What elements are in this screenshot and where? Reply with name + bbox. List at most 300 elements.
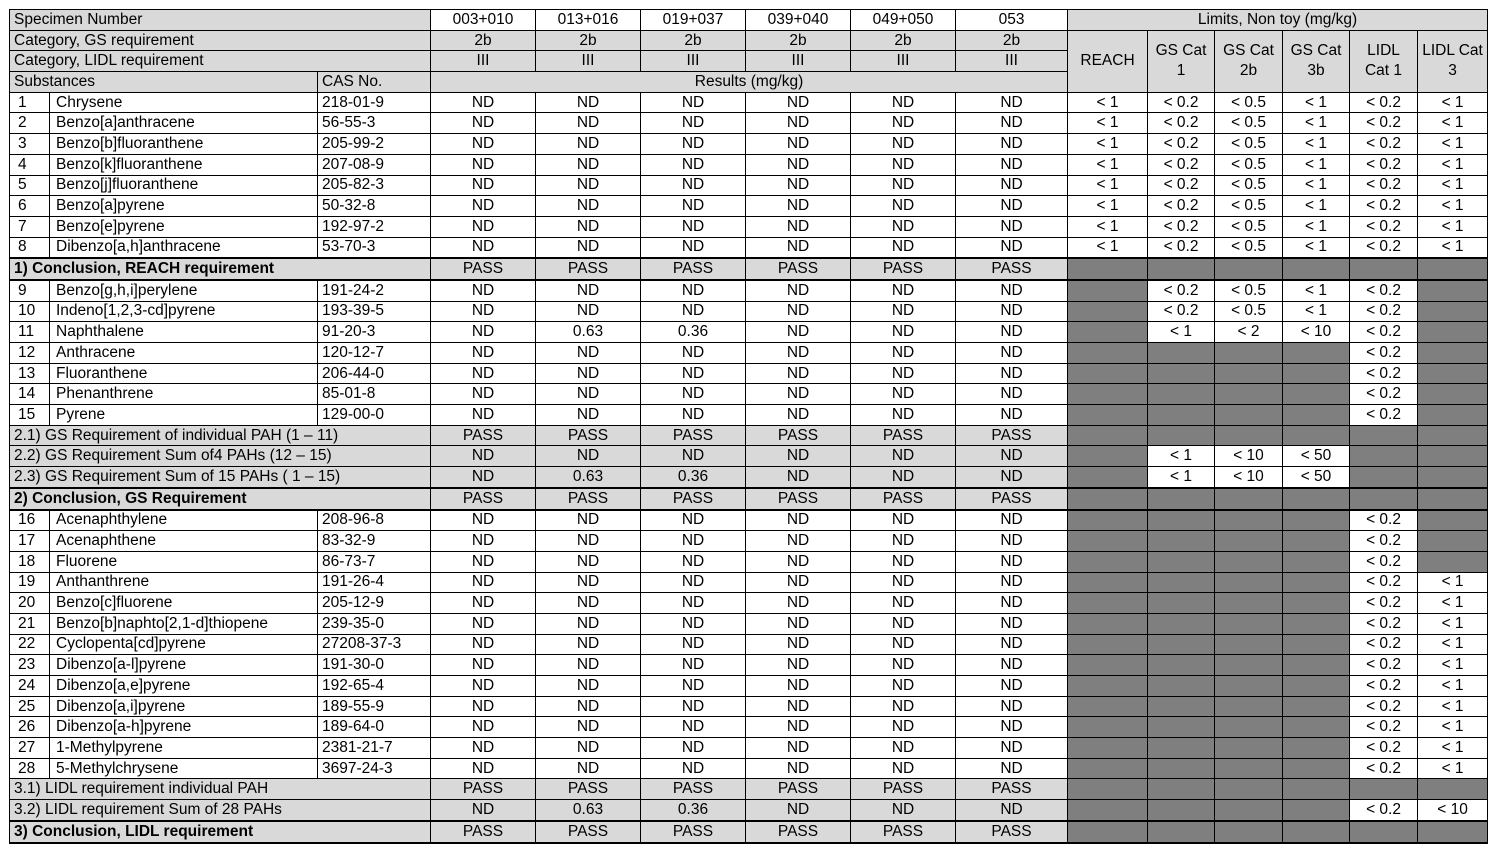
- limit-cell: < 0.2: [1350, 175, 1418, 196]
- limit-na-cell: [1283, 405, 1350, 426]
- substance-row: [10, 593, 1488, 614]
- result-cell: ND: [641, 363, 746, 384]
- limit-na-cell: [1283, 488, 1350, 510]
- result-cell: ND: [956, 676, 1068, 697]
- result-cell: PASS: [431, 425, 536, 446]
- limit-cell: < 1: [1068, 196, 1148, 217]
- result-cell: ND: [641, 531, 746, 552]
- result-cell: ND: [851, 572, 956, 593]
- row-number: 18: [10, 551, 50, 572]
- limit-na-cell: [1418, 405, 1488, 426]
- result-cell: ND: [956, 738, 1068, 759]
- result-cell: PASS: [746, 258, 851, 280]
- lidl-category-label: Category, LIDL requirement: [10, 51, 431, 72]
- result-cell: ND: [851, 237, 956, 258]
- substance-row: [10, 655, 1488, 676]
- limit-na-cell: [1418, 363, 1488, 384]
- result-cell: ND: [851, 634, 956, 655]
- summary-label: 2.1) GS Requirement of individual PAH (1 – 11): [10, 425, 431, 446]
- limit-col-header: GS Cat 1: [1148, 30, 1215, 92]
- limit-na-cell: [1215, 821, 1283, 843]
- result-cell: ND: [956, 280, 1068, 301]
- result-cell: ND: [851, 113, 956, 134]
- result-cell: ND: [851, 322, 956, 343]
- specimen-number: 003+010: [431, 10, 536, 31]
- result-cell: ND: [536, 384, 641, 405]
- result-cell: ND: [746, 613, 851, 634]
- result-cell: ND: [956, 613, 1068, 634]
- substance-name: Acenaphthene: [50, 531, 318, 552]
- result-cell: ND: [431, 384, 536, 405]
- result-cell: ND: [641, 196, 746, 217]
- cas-number: 83-32-9: [318, 531, 431, 552]
- limit-na-cell: [1418, 446, 1488, 467]
- substance-name: Benzo[b]fluoranthene: [50, 134, 318, 155]
- cas-number: 191-24-2: [318, 280, 431, 301]
- result-cell: ND: [641, 655, 746, 676]
- lidl-category-value: III: [851, 51, 956, 72]
- limit-na-cell: [1148, 384, 1215, 405]
- result-cell: ND: [431, 175, 536, 196]
- result-cell: PASS: [536, 488, 641, 510]
- result-cell: ND: [431, 800, 536, 821]
- result-cell: 0.36: [641, 467, 746, 488]
- result-cell: ND: [851, 384, 956, 405]
- substance-name: 5-Methylchrysene: [50, 758, 318, 779]
- limit-cell: < 1: [1068, 237, 1148, 258]
- limit-cell: < 0.5: [1215, 301, 1283, 322]
- limit-cell: < 1: [1418, 175, 1488, 196]
- limit-na-cell: [1283, 363, 1350, 384]
- limit-na-cell: [1068, 425, 1148, 446]
- limit-cell: < 1: [1418, 216, 1488, 237]
- limit-na-cell: [1148, 572, 1215, 593]
- result-cell: ND: [431, 717, 536, 738]
- summary-label: 2.3) GS Requirement Sum of 15 PAHs ( 1 – 15): [10, 467, 431, 488]
- limit-cell: < 0.2: [1148, 301, 1215, 322]
- result-cell: PASS: [746, 779, 851, 800]
- limit-na-cell: [1283, 634, 1350, 655]
- limit-na-cell: [1418, 322, 1488, 343]
- substance-row: [10, 551, 1488, 572]
- result-cell: ND: [641, 384, 746, 405]
- result-cell: ND: [851, 613, 956, 634]
- row-number: 22: [10, 634, 50, 655]
- result-cell: ND: [641, 154, 746, 175]
- limit-na-cell: [1148, 405, 1215, 426]
- limit-na-cell: [1068, 800, 1148, 821]
- result-cell: ND: [746, 800, 851, 821]
- limit-na-cell: [1068, 384, 1148, 405]
- result-cell: ND: [956, 717, 1068, 738]
- result-cell: ND: [746, 280, 851, 301]
- limit-na-cell: [1148, 551, 1215, 572]
- result-cell: ND: [746, 696, 851, 717]
- limit-na-cell: [1148, 779, 1215, 800]
- limit-cell: < 0.2: [1350, 92, 1418, 113]
- result-cell: ND: [956, 405, 1068, 426]
- substance-row: [10, 301, 1488, 322]
- substance-name: Benzo[c]fluorene: [50, 593, 318, 614]
- limit-na-cell: [1215, 634, 1283, 655]
- limit-cell: < 1: [1283, 280, 1350, 301]
- result-cell: ND: [641, 572, 746, 593]
- conclusion-row: [10, 821, 1488, 843]
- limit-na-cell: [1283, 551, 1350, 572]
- substance-name: 1-Methylpyrene: [50, 738, 318, 759]
- limit-cell: < 0.2: [1350, 196, 1418, 217]
- result-cell: ND: [641, 717, 746, 738]
- result-cell: ND: [536, 738, 641, 759]
- result-cell: ND: [851, 738, 956, 759]
- limit-cell: < 0.5: [1215, 216, 1283, 237]
- limit-cell: < 0.2: [1350, 301, 1418, 322]
- result-cell: ND: [641, 676, 746, 697]
- substance-name: Fluoranthene: [50, 363, 318, 384]
- result-cell: ND: [641, 301, 746, 322]
- limit-cell: < 2: [1215, 322, 1283, 343]
- limit-na-cell: [1068, 258, 1148, 280]
- limit-na-cell: [1215, 258, 1283, 280]
- limit-cell: < 0.2: [1350, 593, 1418, 614]
- result-cell: ND: [641, 134, 746, 155]
- result-cell: ND: [746, 175, 851, 196]
- result-cell: PASS: [431, 258, 536, 280]
- limit-na-cell: [1283, 800, 1350, 821]
- limit-cell: < 0.5: [1215, 92, 1283, 113]
- specimen-number: 013+016: [536, 10, 641, 31]
- cas-number: 192-97-2: [318, 216, 431, 237]
- result-cell: ND: [746, 446, 851, 467]
- result-cell: ND: [641, 280, 746, 301]
- substance-name: Benzo[j]fluoranthene: [50, 175, 318, 196]
- cas-number: 85-01-8: [318, 384, 431, 405]
- result-cell: ND: [956, 655, 1068, 676]
- substance-name: Acenaphthylene: [50, 510, 318, 531]
- result-cell: PASS: [956, 779, 1068, 800]
- limit-cell: < 1: [1418, 134, 1488, 155]
- substance-name: Dibenzo[a,e]pyrene: [50, 676, 318, 697]
- limit-na-cell: [1215, 363, 1283, 384]
- result-cell: ND: [746, 467, 851, 488]
- result-cell: ND: [641, 113, 746, 134]
- result-cell: 0.63: [536, 800, 641, 821]
- limit-na-cell: [1418, 425, 1488, 446]
- limit-na-cell: [1148, 531, 1215, 552]
- limit-na-cell: [1283, 343, 1350, 364]
- limit-na-cell: [1148, 655, 1215, 676]
- conclusion-label: 2) Conclusion, GS Requirement: [10, 488, 431, 510]
- cas-number: 239-35-0: [318, 613, 431, 634]
- limit-na-cell: [1068, 634, 1148, 655]
- limit-cell: < 1: [1418, 758, 1488, 779]
- result-cell: ND: [536, 446, 641, 467]
- limit-cell: < 10: [1215, 446, 1283, 467]
- result-cell: ND: [851, 92, 956, 113]
- limit-cell: < 0.2: [1148, 154, 1215, 175]
- result-cell: ND: [431, 551, 536, 572]
- limit-cell: < 0.2: [1350, 343, 1418, 364]
- table-body: [10, 92, 1488, 842]
- limit-na-cell: [1148, 488, 1215, 510]
- limit-na-cell: [1283, 758, 1350, 779]
- cas-number: 205-99-2: [318, 134, 431, 155]
- result-cell: ND: [746, 758, 851, 779]
- result-cell: ND: [851, 593, 956, 614]
- result-cell: ND: [851, 655, 956, 676]
- substance-row: [10, 613, 1488, 634]
- row-number: 3: [10, 134, 50, 155]
- result-cell: PASS: [536, 425, 641, 446]
- specimen-number: 039+040: [746, 10, 851, 31]
- limit-na-cell: [1283, 258, 1350, 280]
- result-cell: PASS: [746, 488, 851, 510]
- result-cell: ND: [431, 405, 536, 426]
- limit-cell: < 0.2: [1350, 113, 1418, 134]
- limit-cell: < 0.2: [1350, 572, 1418, 593]
- limit-cell: < 1: [1068, 175, 1148, 196]
- result-cell: ND: [431, 363, 536, 384]
- limit-na-cell: [1068, 613, 1148, 634]
- limit-na-cell: [1068, 551, 1148, 572]
- summary-row: [10, 446, 1488, 467]
- limit-cell: < 1: [1418, 738, 1488, 759]
- limit-cell: < 1: [1068, 154, 1148, 175]
- result-cell: ND: [851, 551, 956, 572]
- limit-cell: < 0.2: [1350, 738, 1418, 759]
- limit-na-cell: [1068, 405, 1148, 426]
- result-cell: ND: [956, 322, 1068, 343]
- limit-na-cell: [1283, 655, 1350, 676]
- limit-na-cell: [1350, 467, 1418, 488]
- row-number: 11: [10, 322, 50, 343]
- result-cell: ND: [641, 343, 746, 364]
- limit-na-cell: [1283, 531, 1350, 552]
- limit-cell: < 1: [1418, 113, 1488, 134]
- limit-cell: < 1: [1418, 154, 1488, 175]
- result-cell: ND: [956, 467, 1068, 488]
- limit-col-header: LIDL Cat 1: [1350, 30, 1418, 92]
- limit-na-cell: [1148, 738, 1215, 759]
- result-cell: ND: [956, 696, 1068, 717]
- result-cell: ND: [956, 758, 1068, 779]
- limit-na-cell: [1215, 738, 1283, 759]
- row-number: 24: [10, 676, 50, 697]
- gs-category-value: 2b: [641, 30, 746, 51]
- limit-cell: < 1: [1283, 216, 1350, 237]
- cas-number: 91-20-3: [318, 322, 431, 343]
- limit-na-cell: [1215, 488, 1283, 510]
- substance-name: Phenanthrene: [50, 384, 318, 405]
- limit-cell: < 1: [1418, 696, 1488, 717]
- limit-cell: < 1: [1148, 322, 1215, 343]
- limit-na-cell: [1283, 384, 1350, 405]
- limit-cell: < 1: [1068, 92, 1148, 113]
- limit-cell: < 0.2: [1148, 134, 1215, 155]
- limit-cell: < 1: [1418, 196, 1488, 217]
- result-cell: ND: [956, 113, 1068, 134]
- limit-cell: < 0.2: [1350, 510, 1418, 531]
- limit-cell: < 0.2: [1350, 134, 1418, 155]
- result-cell: PASS: [956, 821, 1068, 843]
- result-cell: ND: [746, 92, 851, 113]
- cas-number: 120-12-7: [318, 343, 431, 364]
- cas-header: CAS No.: [318, 72, 431, 93]
- limit-na-cell: [1418, 343, 1488, 364]
- result-cell: ND: [431, 655, 536, 676]
- result-cell: ND: [431, 92, 536, 113]
- pah-results-table: [9, 9, 1488, 844]
- limit-cell: < 0.2: [1350, 676, 1418, 697]
- limit-na-cell: [1418, 821, 1488, 843]
- result-cell: ND: [746, 405, 851, 426]
- lidl-category-value: III: [641, 51, 746, 72]
- result-cell: ND: [956, 134, 1068, 155]
- limit-cell: < 0.2: [1148, 196, 1215, 217]
- substance-row: [10, 280, 1488, 301]
- result-cell: ND: [536, 634, 641, 655]
- result-cell: ND: [746, 196, 851, 217]
- limit-na-cell: [1068, 343, 1148, 364]
- limit-col-header: LIDL Cat 3: [1418, 30, 1488, 92]
- result-cell: ND: [641, 738, 746, 759]
- result-cell: PASS: [746, 425, 851, 446]
- gs-category-value: 2b: [746, 30, 851, 51]
- result-cell: ND: [536, 531, 641, 552]
- substance-name: Anthanthrene: [50, 572, 318, 593]
- limit-cell: < 0.5: [1215, 113, 1283, 134]
- limit-cell: < 1: [1283, 175, 1350, 196]
- limit-na-cell: [1283, 696, 1350, 717]
- result-cell: ND: [746, 551, 851, 572]
- substance-row: [10, 154, 1488, 175]
- limit-na-cell: [1283, 717, 1350, 738]
- limit-na-cell: [1068, 676, 1148, 697]
- result-cell: ND: [956, 363, 1068, 384]
- result-cell: ND: [851, 343, 956, 364]
- limit-na-cell: [1215, 779, 1283, 800]
- limit-cell: < 1: [1068, 216, 1148, 237]
- limit-na-cell: [1418, 779, 1488, 800]
- limit-cell: < 0.2: [1350, 551, 1418, 572]
- substance-row: [10, 634, 1488, 655]
- cas-number: 50-32-8: [318, 196, 431, 217]
- summary-label: 3.1) LIDL requirement individual PAH: [10, 779, 431, 800]
- limit-cell: < 1: [1283, 196, 1350, 217]
- limit-na-cell: [1283, 821, 1350, 843]
- result-cell: ND: [536, 134, 641, 155]
- result-cell: ND: [536, 551, 641, 572]
- result-cell: PASS: [536, 258, 641, 280]
- limit-cell: < 0.2: [1148, 113, 1215, 134]
- specimen-number: 053: [956, 10, 1068, 31]
- result-cell: PASS: [851, 425, 956, 446]
- limit-na-cell: [1215, 655, 1283, 676]
- table-header: [10, 10, 1488, 93]
- result-cell: ND: [956, 216, 1068, 237]
- limit-na-cell: [1283, 779, 1350, 800]
- limits-title: Limits, Non toy (mg/kg): [1068, 10, 1488, 31]
- limit-cell: < 0.2: [1148, 175, 1215, 196]
- result-cell: ND: [536, 154, 641, 175]
- result-cell: ND: [536, 593, 641, 614]
- summary-row: [10, 779, 1488, 800]
- result-cell: ND: [956, 551, 1068, 572]
- result-cell: ND: [746, 717, 851, 738]
- row-number: 17: [10, 531, 50, 552]
- result-cell: ND: [536, 363, 641, 384]
- limit-na-cell: [1148, 510, 1215, 531]
- result-cell: ND: [536, 301, 641, 322]
- result-cell: ND: [851, 280, 956, 301]
- result-cell: ND: [641, 216, 746, 237]
- limit-cell: < 0.2: [1350, 322, 1418, 343]
- row-number: 5: [10, 175, 50, 196]
- result-cell: ND: [746, 593, 851, 614]
- row-number: 25: [10, 696, 50, 717]
- limit-na-cell: [1215, 425, 1283, 446]
- limit-na-cell: [1418, 551, 1488, 572]
- limit-na-cell: [1215, 510, 1283, 531]
- result-cell: PASS: [956, 258, 1068, 280]
- limit-col-header: REACH: [1068, 30, 1148, 92]
- results-header: Results (mg/kg): [431, 72, 1068, 93]
- result-cell: ND: [641, 758, 746, 779]
- row-number: 20: [10, 593, 50, 614]
- result-cell: PASS: [536, 779, 641, 800]
- result-cell: ND: [851, 676, 956, 697]
- limit-na-cell: [1215, 593, 1283, 614]
- result-cell: PASS: [536, 821, 641, 843]
- limit-cell: < 0.2: [1350, 717, 1418, 738]
- limit-na-cell: [1068, 593, 1148, 614]
- result-cell: ND: [746, 216, 851, 237]
- substance-name: Dibenzo[a,i]pyrene: [50, 696, 318, 717]
- cas-number: 27208-37-3: [318, 634, 431, 655]
- row-number: 27: [10, 738, 50, 759]
- limit-na-cell: [1283, 510, 1350, 531]
- substance-row: [10, 134, 1488, 155]
- limit-cell: < 10: [1215, 467, 1283, 488]
- substance-row: [10, 92, 1488, 113]
- limit-na-cell: [1283, 593, 1350, 614]
- result-cell: ND: [431, 467, 536, 488]
- result-cell: ND: [431, 446, 536, 467]
- limit-na-cell: [1215, 551, 1283, 572]
- result-cell: ND: [956, 593, 1068, 614]
- substance-row: [10, 717, 1488, 738]
- result-cell: ND: [431, 196, 536, 217]
- result-cell: ND: [431, 613, 536, 634]
- gs-category-value: 2b: [956, 30, 1068, 51]
- limit-na-cell: [1418, 280, 1488, 301]
- result-cell: ND: [851, 800, 956, 821]
- limit-cell: < 10: [1283, 322, 1350, 343]
- result-cell: ND: [431, 572, 536, 593]
- substance-row: [10, 738, 1488, 759]
- result-cell: ND: [956, 196, 1068, 217]
- limit-cell: < 1: [1418, 613, 1488, 634]
- limit-cell: < 1: [1418, 634, 1488, 655]
- limit-na-cell: [1148, 696, 1215, 717]
- limit-na-cell: [1215, 696, 1283, 717]
- cas-number: 207-08-9: [318, 154, 431, 175]
- result-cell: ND: [956, 301, 1068, 322]
- limit-cell: < 0.2: [1148, 92, 1215, 113]
- result-cell: ND: [536, 655, 641, 676]
- limit-na-cell: [1148, 634, 1215, 655]
- limit-na-cell: [1350, 488, 1418, 510]
